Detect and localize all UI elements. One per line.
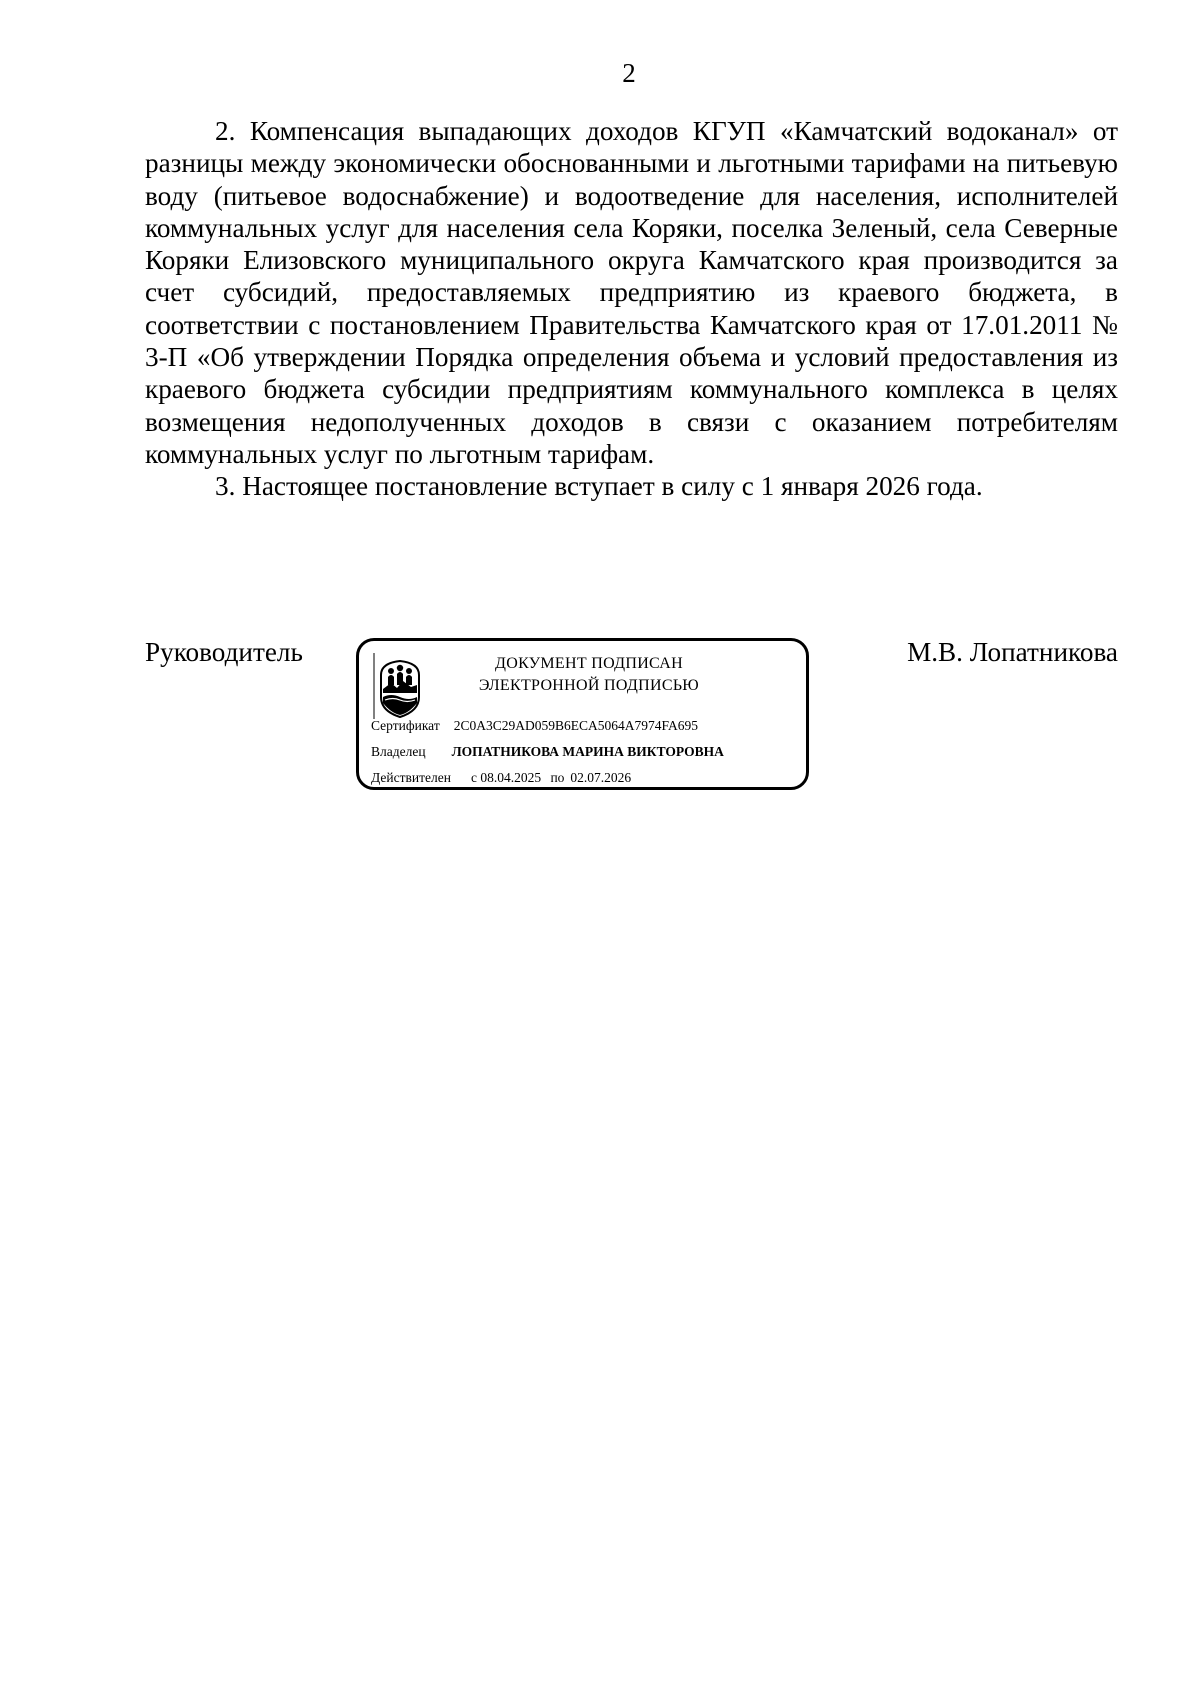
valid-label: Действителен (371, 770, 451, 785)
certificate-label: Сертификат (371, 718, 440, 733)
paragraph-3: 3. Настоящее постановление вступает в силу с 1 января 2026 года. (215, 471, 983, 502)
stamp-title-line-2: ЭЛЕКТРОННОЙ ПОДПИСЬЮ (478, 677, 700, 694)
electronic-signature-stamp (356, 638, 809, 790)
stamp-certificate-row (371, 717, 698, 735)
certificate-value: 2C0A3C29AD059B6ECA5064A7974FA695 (453, 718, 698, 733)
signature-block (145, 636, 1118, 796)
page-number: 2 (622, 58, 636, 88)
paragraph-2: 2. Компенсация выпадающих доходов КГУП «Камчатский водоканал» от разницы между экономически обоснованными и льготными тарифами на питьевую воду (питьевое водоснабжение) и водоотведение для населения, исполнителей коммунальных услуг для населения села Коряки, поселка Зеленый, села Северные Коряки Елизовского муниципального округа Камчатского края производится за счет субсидий, предоставляемых предприятию из краевого бюджета, в соответствии с постановлением Правительства Камчатского края от 17.01.2011 № 3-П «Об утверждении Порядка определения объема и условий предоставления из краевого бюджета субсидии предприятиям коммунального комплекса в целях возмещения недополученных доходов в связи с оказанием потребителям коммунальных услуг по льготным тарифам. (145, 116, 1118, 469)
owner-label: Владелец (371, 744, 426, 759)
owner-value: ЛОПАТНИКОВА МАРИНА ВИКТОРОВНА (451, 744, 724, 759)
document-body (145, 115, 1118, 503)
stamp-title (419, 653, 759, 697)
stamp-owner-row (371, 743, 724, 761)
signatory-position: Руководитель (145, 637, 303, 667)
signatory-name: М.В. Лопатникова (907, 637, 1118, 667)
stamp-title-line-1: ДОКУМЕНТ ПОДПИСАН (495, 655, 683, 672)
valid-to-prefix: по (550, 770, 565, 785)
valid-from-date: 08.04.2025 (480, 770, 542, 785)
stamp-validity-row (371, 769, 631, 787)
valid-to-date: 02.07.2026 (570, 770, 632, 785)
valid-from-prefix: с (470, 770, 477, 785)
